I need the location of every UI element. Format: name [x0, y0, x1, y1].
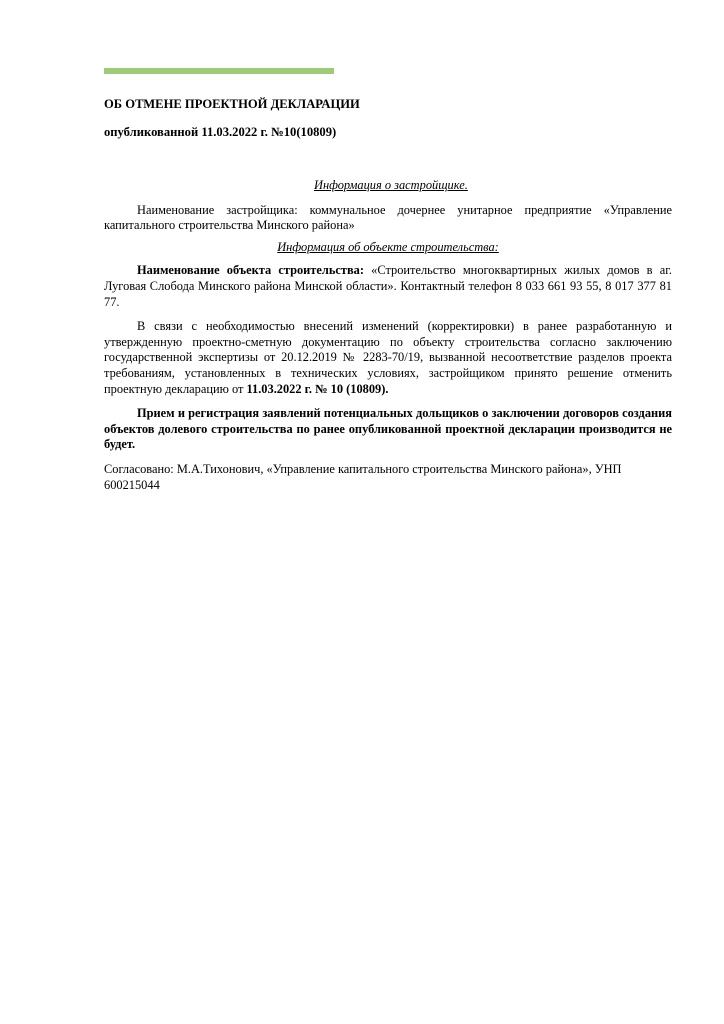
declaration-reference: 11.03.2022 г. № 10 (10809). — [246, 381, 389, 396]
object-name-label: Наименование объекта строительства: — [137, 263, 364, 278]
developer-info-heading: Информация о застройщике. — [314, 178, 468, 192]
document-title: ОБ ОТМЕНЕ ПРОЕКТНОЙ ДЕКЛАРАЦИИ — [104, 97, 360, 111]
document-body — [104, 178, 672, 493]
cancellation-text: В связи с необходимостью внесений изменений (корректировки) в ранее разработанную и утвержденную проектно-сметную документацию по объекту строительства согласно заключению государственной экспертизы от 20.12.2019 № 2283-70/19, вызванной несоответствие разделов проекта требованиям, установленных в технических условиях, застройщиком принято решение отменить проектную декларацию от — [104, 319, 672, 396]
notice-text: Прием и регистрация заявлений потенциальных дольщиков о заключении договоров создания объектов долевого строительства по ранее опубликованной проектной декларации производится не будет. — [104, 406, 672, 452]
developer-name-paragraph: Наименование застройщика: коммунальное дочернее унитарное предприятие «Управление капитального строительства Минского района» — [104, 202, 672, 233]
object-info-heading: Информация об объекте строительства: — [277, 239, 499, 254]
object-name-paragraph — [104, 263, 672, 310]
cancellation-paragraph — [104, 319, 672, 397]
header-accent-bar — [104, 68, 334, 74]
approval-paragraph: Согласовано: М.А.Тихонович, «Управление капитального строительства Минского района», УНП 600215044 — [104, 461, 622, 492]
document-subtitle: опубликованной 11.03.2022 г. №10(10809) — [104, 125, 337, 139]
notice-paragraph — [104, 406, 672, 453]
object-name-text: «Строительство многоквартирных жилых домов в аг. Луговая Слобода Минского района Минской области». Контактный телефон 8 033 661 93 55, 8 017 377 81 77. — [104, 263, 672, 309]
